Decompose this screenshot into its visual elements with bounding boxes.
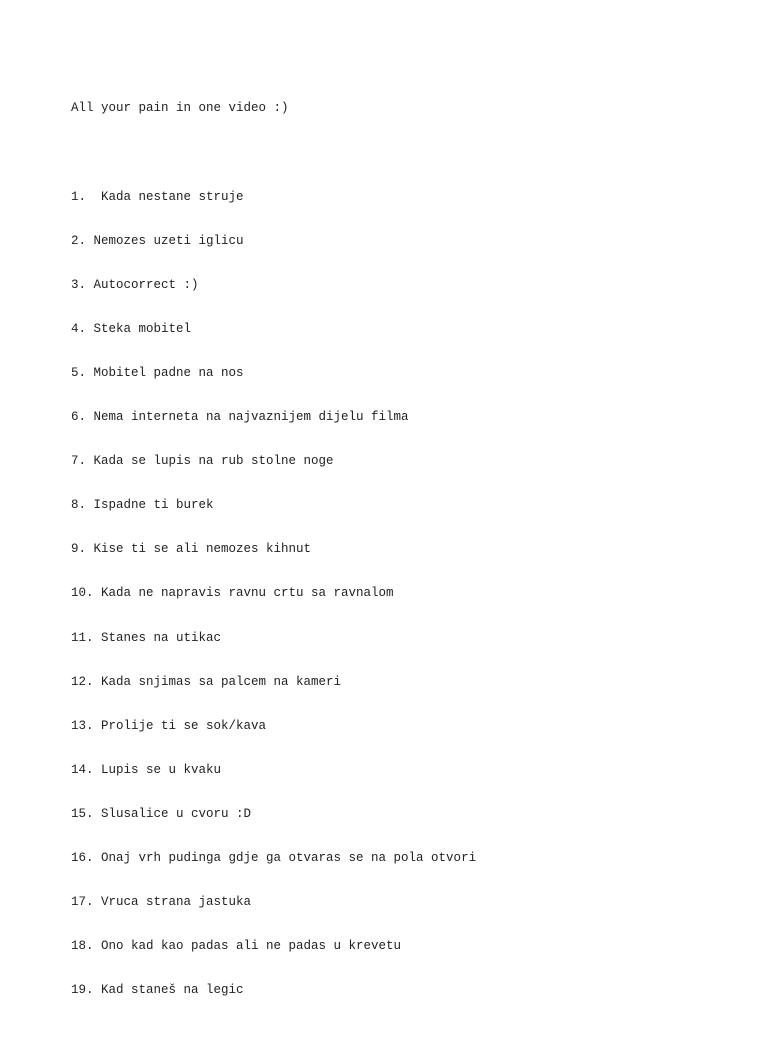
list-item: 18. Ono kad kao padas ali ne padas u krevetu [71, 939, 402, 954]
list-item: 3. Autocorrect :) [71, 277, 199, 292]
list-item: 11. Stanes na utikac [71, 630, 222, 645]
text-block [71, 72, 476, 1057]
list-item: 7. Kada se lupis na rub stolne noge [71, 454, 334, 469]
list-item: 2. Nemozes uzeti iglicu [71, 233, 244, 248]
list-item: 8. Ispadne ti burek [71, 498, 214, 513]
list-item: 16. Onaj vrh pudinga gdje ga otvaras se na pola otvori [71, 851, 477, 865]
list-item: 12. Kada snjimas sa palcem na kameri [71, 674, 342, 689]
list-item: 5. Mobitel padne na nos [71, 365, 244, 380]
list-item: 6. Nema interneta na najvaznijem dijelu filma [71, 410, 409, 425]
list-item: 4. Steka mobitel [71, 321, 192, 336]
list-item: 19. Kad staneš na legic [71, 983, 244, 998]
list-item: 10. Kada ne napravis ravnu crtu sa ravnalom [71, 586, 394, 601]
list-item: 13. Prolije ti se sok/kava [71, 718, 267, 733]
document-title: All your pain in one video :) [71, 101, 289, 116]
list-item: 1. Kada nestane struje [71, 189, 244, 204]
pain-list [71, 160, 476, 1027]
list-item: 9. Kise ti se ali nemozes kihnut [71, 542, 312, 557]
list-item: 15. Slusalice u cvoru :D [71, 806, 252, 821]
list-item: 17. Vruca strana jastuka [71, 895, 252, 910]
list-item: 14. Lupis se u kvaku [71, 762, 222, 777]
